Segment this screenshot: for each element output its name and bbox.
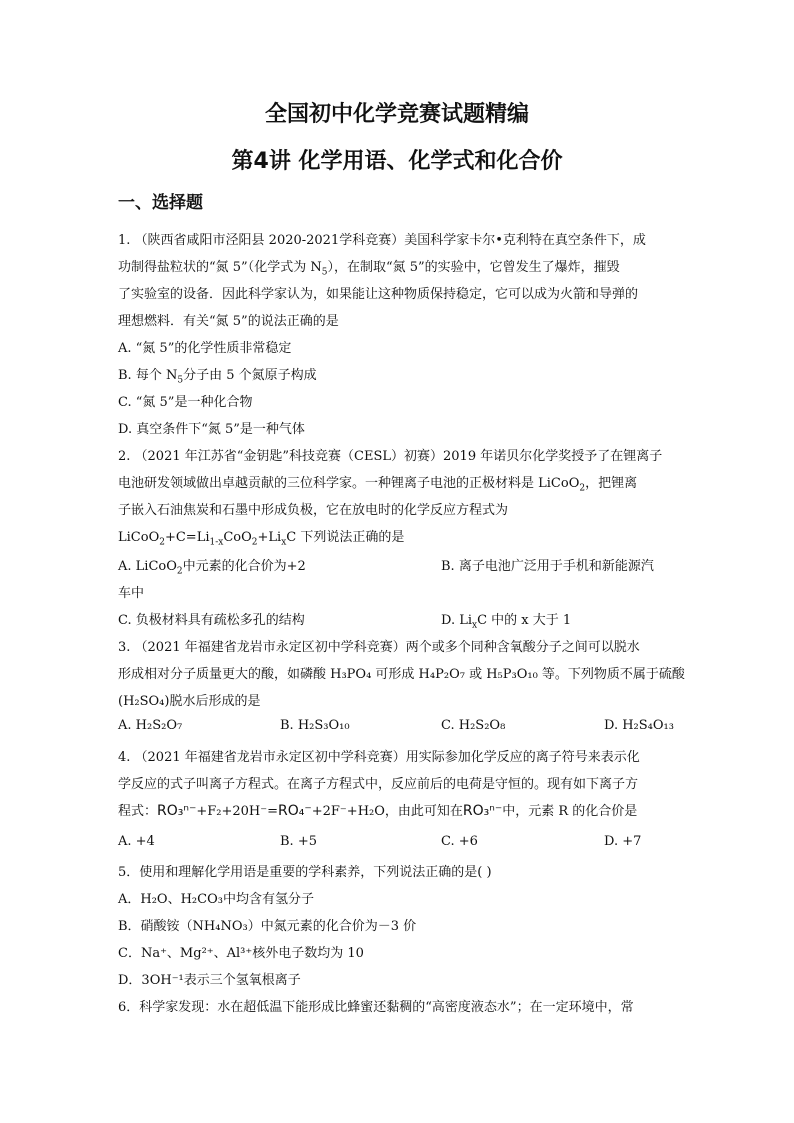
q3-option-c: C. H₂S₂O₈ [441, 718, 506, 733]
q6-line-1: 6．科学家发现：水在超低温下能形成比蜂蜜还黏稠的“高密度液态水”；在一定环境中，常 [118, 1000, 634, 1015]
q2-option-b-cont: 车中 [118, 586, 145, 601]
q1-line-4: 理想燃料．有关“氮 5”的说法正确的是 [118, 314, 339, 329]
q3-option-d: D. H₂S₄O₁₃ [604, 718, 674, 733]
q3-option-a: A. H₂S₂O₇ [118, 718, 183, 733]
q3-line-3: (H₂SO₄)脱水后形成的是 [118, 694, 261, 709]
q1-option-c: C. “氮 5”是一种化合物 [118, 395, 253, 410]
q4-option-d: D. +7 [604, 834, 642, 849]
q4-option-c: C. +6 [441, 834, 478, 849]
section-heading: 一、选择题 [118, 193, 203, 213]
q4-equation: 程式：RO₃ⁿ⁻+F₂+20H⁻=RO₄⁻+2F⁻+H₂O，由此可知在RO₃ⁿ⁻中，元素 R 的化合价是 [118, 803, 638, 819]
lesson-title: 第4讲 化学用语、化学式和化合价 [231, 149, 563, 174]
q4-option-a: A. +4 [118, 834, 155, 849]
q2-line-3: 子嵌入石油焦炭和石墨中形成负极，它在放电时的化学反应方程式为 [118, 503, 509, 518]
q2-line-2: 电池研发领域做出卓越贡献的三位科学家。一种锂离子电池的正极材料是 LiCoO$_2$，把锂离 [118, 476, 638, 494]
q4-line-1: 4. （2021 年福建省龙岩市永定区初中学科竞赛）用实际参加化学反应的离子符号来表示化 [118, 750, 640, 765]
q1-option-a: A. “氮 5”的化学性质非常稳定 [118, 341, 292, 356]
q2-line-1: 2. （2021 年江苏省“金钥匙”科技竞赛（CESL）初赛）2019 年诺贝尔化学奖授予了在锂离子 [118, 449, 663, 464]
q1-line-2: 功制得盐粒状的“氮 5”（化学式为 $N_5$），在制取“氮 5”的实验中，它曾发生了爆炸，摧毁 [118, 260, 620, 278]
q3-line-1: 3. （2021 年福建省龙岩市永定区初中学科竞赛）两个或多个同种含氧酸分子之间可以脱水 [118, 640, 640, 655]
q5-option-c: C．Na⁺、Mg²⁺、Al³⁺核外电子数均为 10 [118, 946, 364, 961]
document-title: 全国初中化学竞赛试题精编 [264, 102, 529, 127]
q1-line-1: 1. （陕西省咸阳市泾阳县 2020-2021学科竞赛）美国科学家卡尔•克利特在真空条件下，成 [118, 233, 646, 248]
q2-option-c: C. 负极材料具有疏松多孔的结构 [118, 613, 305, 628]
q5-option-b: B．硝酸铵（NH₄NO₃）中氮元素的化合价为－3 价 [118, 919, 417, 934]
q1-line-3: 了实验室的设备．因此科学家认为，如果能让这种物质保持稳定，它可以成为火箭和导弹的 [118, 287, 639, 302]
q2-option-b: B. 离子电池广泛用于手机和新能源汽 [441, 559, 654, 574]
q1-option-d: D. 真空条件下“氮 5”是一种气体 [118, 422, 305, 437]
q1-option-b: B. 每个 $N_5$分子由 5 个氮原子构成 [118, 368, 317, 386]
q4-option-b: B. +5 [280, 834, 317, 849]
q2-option-d: D. $Li_xC$ 中的 x 大于 1 [441, 613, 572, 631]
q3-line-2: 形成相对分子质量更大的酸，如磷酸 H₃PO₄ 可形成 H₄P₂O₇ 或 H₅P₃O₁₀ 等。下列物质不属于硫酸 [118, 667, 685, 682]
q4-line-2: 学反应的式子叫离子方程式。在离子方程式中，反应前后的电荷是守恒的。现有如下离子方 [118, 777, 639, 792]
q5-option-a: A．H₂O、H₂CO₃中均含有氢分子 [118, 892, 314, 907]
q2-equation: $LiCoO_2+C=Li_{1-x}CoO_2+Li_xC$ 下列说法正确的是 [118, 530, 405, 548]
q3-option-b: B. H₂S₃O₁₀ [280, 718, 350, 733]
q2-option-a: A. LiCoO$_2$中元素的化合价为+2 [118, 559, 306, 577]
q5-line-1: 5．使用和理解化学用语是重要的学科素养，下列说法正确的是( ) [118, 865, 492, 880]
q5-option-d: D．3OH⁻¹表示三个氢氧根离子 [118, 973, 301, 988]
